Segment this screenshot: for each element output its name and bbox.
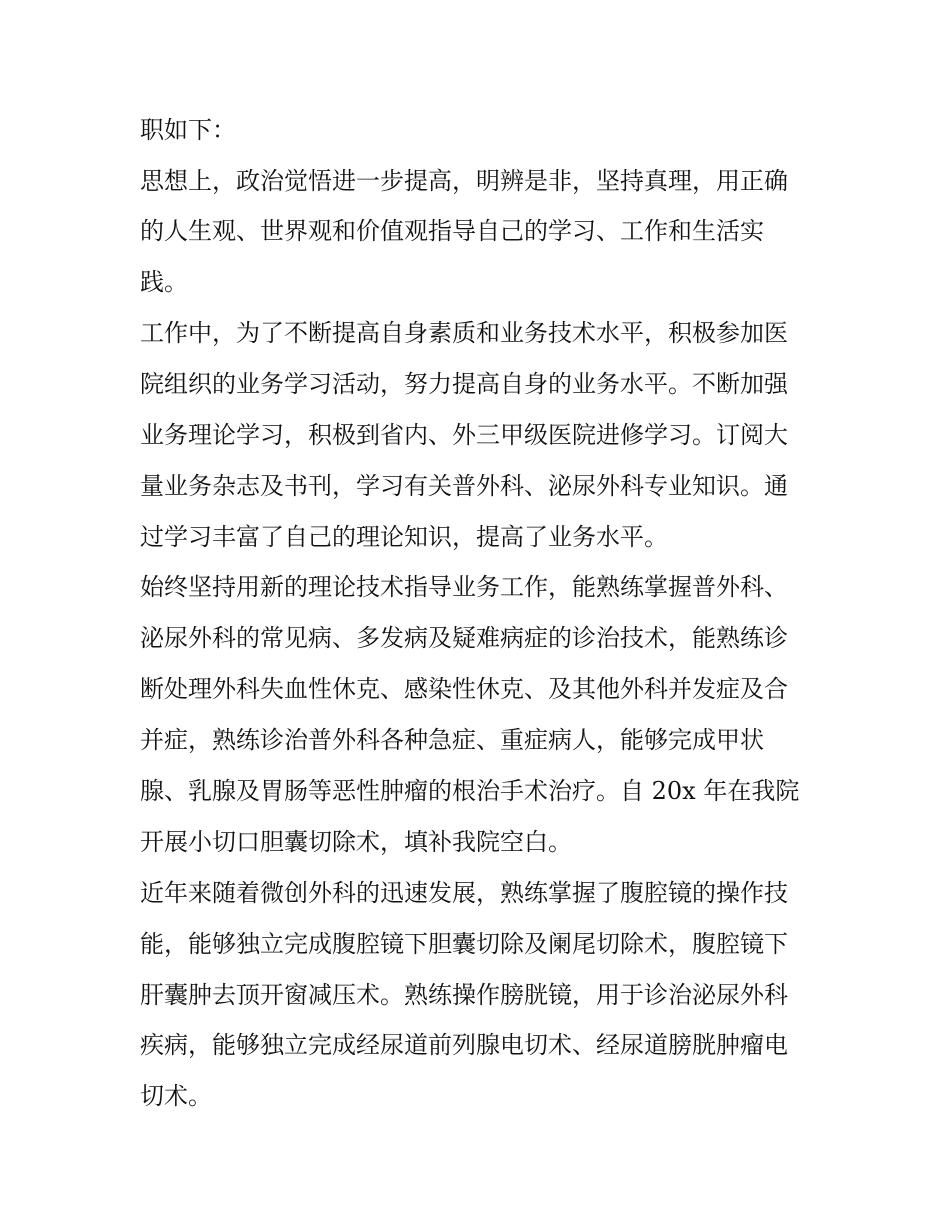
text-line: 职如下：: [140, 116, 236, 144]
text-line: 开展小切口胆囊切除术，填补我院空白。: [140, 828, 572, 856]
text-line: 泌尿外科的常见病、多发病及疑难病症的诊治技术，能熟练诊: [140, 624, 788, 652]
text-line: 院组织的业务学习活动，努力提高自身的业务水平。不断加强: [140, 370, 788, 398]
text-line: 量业务杂志及书刊，学习有关普外科、泌尿外科专业知识。通: [140, 472, 788, 500]
text-line: 工作中，为了不断提高自身素质和业务技术水平，积极参加医: [140, 319, 788, 347]
text-line: 过学习丰富了自己的理论知识，提高了业务水平。: [140, 523, 668, 551]
text-line: 的人生观、世界观和价值观指导自己的学习、工作和生活实: [140, 217, 764, 245]
text-line: 肝囊肿去顶开窗减压术。熟练操作膀胱镜，用于诊治泌尿外科: [140, 981, 788, 1009]
text-line: 腺、乳腺及胃肠等恶性肿瘤的根治手术治疗。自 20x 年在我院: [140, 777, 800, 805]
text-line: 断处理外科失血性休克、感染性休克、及其他外科并发症及合: [140, 675, 788, 703]
text-line: 始终坚持用新的理论技术指导业务工作，能熟练掌握普外科、: [140, 573, 788, 601]
text-line: 思想上，政治觉悟进一步提高，明辨是非，坚持真理，用正确: [140, 167, 788, 195]
text-line: 疾病，能够独立完成经尿道前列腺电切术、经尿道膀胱肿瘤电: [140, 1031, 788, 1059]
text-line: 并症，熟练诊治普外科各种急症、重症病人，能够完成甲状: [140, 726, 764, 754]
text-line: 践。: [140, 268, 188, 296]
text-line: 近年来随着微创外科的迅速发展，熟练掌握了腹腔镜的操作技: [140, 879, 788, 907]
text-line: 业务理论学习，积极到省内、外三甲级医院进修学习。订阅大: [140, 421, 788, 449]
text-line: 能，能够独立完成腹腔镜下胆囊切除及阑尾切除术，腹腔镜下: [140, 930, 788, 958]
text-line: 切术。: [140, 1082, 212, 1110]
